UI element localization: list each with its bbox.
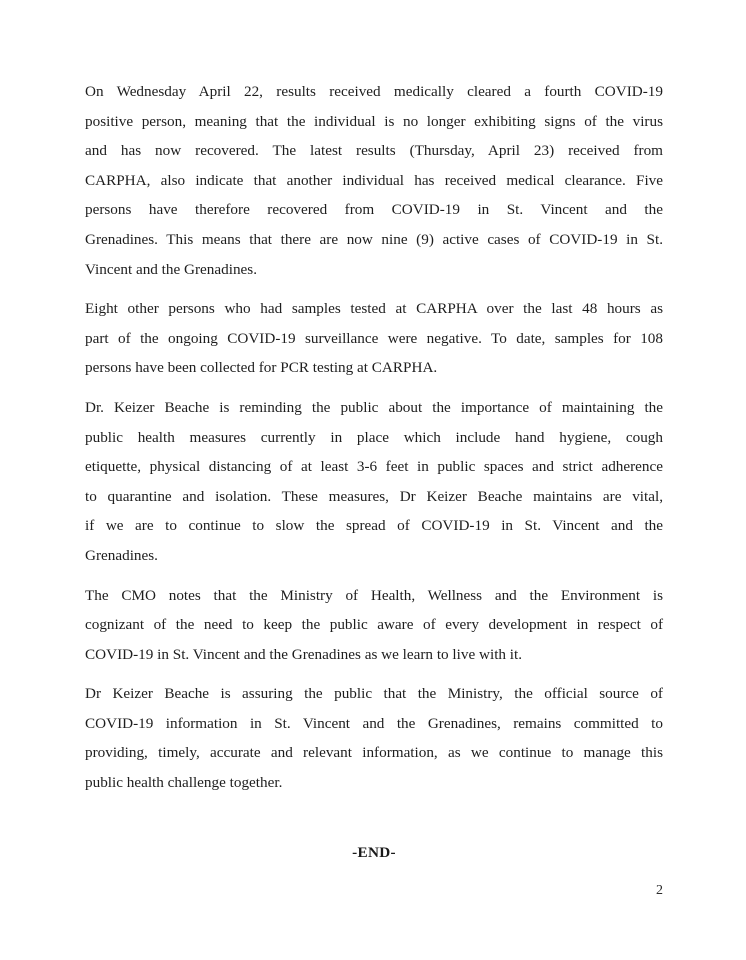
end-marker: -END- (352, 843, 396, 861)
text-line: On Wednesday April 22, results received medically cleared a fourth COVID-19 (85, 83, 663, 100)
text-line: persons have been collected for PCR testing at CARPHA. (85, 359, 438, 377)
text-line: to quarantine and isolation. These measures, Dr Keizer Beache maintains are vital, (85, 487, 663, 505)
text-line: COVID-19 information in St. Vincent and the Grenadines, remains committed to (85, 714, 663, 732)
text-line: providing, timely, accurate and relevant information, as we continue to manage this (85, 744, 663, 762)
paragraph (85, 77, 663, 284)
text-line: Grenadines. This means that there are now nine (9) active cases of COVID-19 in St. (85, 230, 663, 248)
text-line: if we are to continue to slow the spread of COVID-19 in St. Vincent and the (85, 517, 663, 535)
paragraph (85, 294, 663, 383)
page-number: 2 (656, 883, 663, 898)
paragraph (85, 581, 663, 670)
text-line: public health challenge together. (85, 774, 283, 792)
text-line: Vincent and the Grenadines. (85, 260, 257, 278)
text-line: and has now recovered. The latest results (Thursday, April 23) received from (85, 142, 663, 160)
text-line: Dr Keizer Beache is assuring the public that the Ministry, the official source of (85, 685, 663, 703)
text-line: Eight other persons who had samples tested at CARPHA over the last 48 hours as (85, 300, 663, 318)
text-line: The CMO notes that the Ministry of Health, Wellness and the Environment is (85, 586, 663, 604)
text-line: cognizant of the need to keep the public aware of every development in respect of (85, 616, 663, 634)
document-body (85, 77, 663, 867)
text-line: part of the ongoing COVID-19 surveillance were negative. To date, samples for 108 (85, 329, 663, 347)
text-line: persons have therefore recovered from COVID-19 in St. Vincent and the (85, 201, 663, 219)
text-line: Grenadines. (85, 546, 158, 564)
paragraph (85, 679, 663, 797)
text-line: COVID-19 in St. Vincent and the Grenadines as we learn to live with it. (85, 645, 523, 663)
paragraph (85, 393, 663, 571)
text-line: CARPHA, also indicate that another individual has received medical clearance. Five (85, 171, 663, 189)
text-line: public health measures currently in place which include hand hygiene, cough (85, 428, 663, 446)
text-line: etiquette, physical distancing of at least 3-6 feet in public spaces and strict adherence (85, 458, 663, 476)
text-line: Dr. Keizer Beache is reminding the public about the importance of maintaining the (85, 398, 663, 416)
text-line: positive person, meaning that the individual is no longer exhibiting signs of the virus (85, 112, 663, 130)
